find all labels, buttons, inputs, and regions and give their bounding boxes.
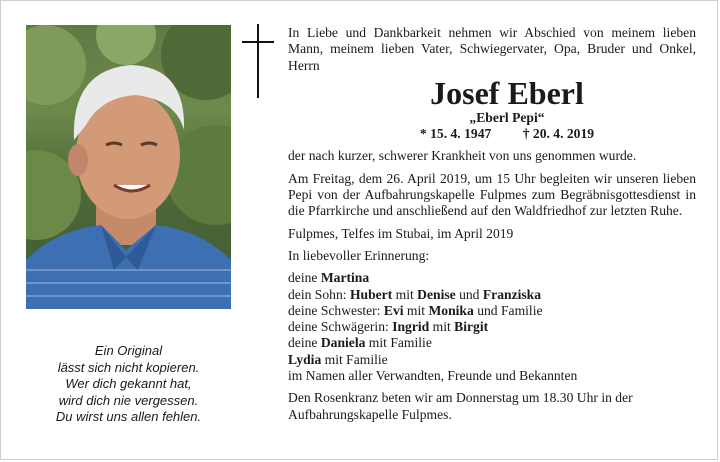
deceased-name: Josef Eberl xyxy=(430,74,584,111)
quote-line: Du wirst uns allen fehlen. xyxy=(55,409,202,424)
mourner-line: deine Schwägerin: Ingrid mit Birgit xyxy=(288,319,489,335)
quote-line: Ein Original xyxy=(94,343,163,358)
nickname: „Eberl Pepi“ xyxy=(469,109,545,125)
place-date: Fulpmes, Telfes im Stubai, im April 2019 xyxy=(288,225,514,241)
death-date: † 20. 4. 2019 xyxy=(522,126,595,142)
quote-line: wird dich nie vergessen. xyxy=(58,392,199,408)
mourner-line: deine Daniela mit Familie xyxy=(288,335,432,351)
quote-line: lässt sich nicht kopieren. xyxy=(57,359,200,375)
funeral-paragraph: Am Freitag, dem 26. April 2019, um 15 Uhr begleiten wir unseren lieben Pepi von der Aufbahrungskapelle Fulpmes zum Begräbnisgottesdienst in die Pfarrkirche und anschließend auf den Waldfriedhof zur letzten Ruhe. xyxy=(288,170,696,219)
cross-icon xyxy=(242,24,274,98)
portrait-photo xyxy=(26,25,231,309)
memorial-quote xyxy=(26,343,231,426)
obituary-text xyxy=(288,25,696,423)
quote-line: Wer dich gekannt hat, xyxy=(65,376,192,391)
birth-date: * 15. 4. 1947 xyxy=(419,126,492,142)
memory-intro: In liebevoller Erinnerung: xyxy=(288,247,430,263)
intro-paragraph: In Liebe und Dankbarkeit nehmen wir Abschied von meinem lieben Mann, meinem lieben Vater, Schwiegervater, Opa, Bruder und Onkel, Herrn xyxy=(288,25,696,73)
mourner-line: dein Sohn: Hubert mit Denise und Franziska xyxy=(288,286,542,302)
life-dates xyxy=(318,126,696,142)
mourner-line: deine Martina xyxy=(288,270,370,286)
mourner-line: deine Schwester: Evi mit Monika und Familie xyxy=(288,302,543,318)
passing-line: der nach kurzer, schwerer Krankheit von uns genommen wurde. xyxy=(288,148,637,164)
mourner-line: Lydia mit Familie xyxy=(288,351,388,367)
mourner-line: im Namen aller Verwandten, Freunde und Bekannten xyxy=(288,368,578,384)
rosary-paragraph: Den Rosenkranz beten wir am Donnerstag um 18.30 Uhr in der Aufbahrungskapelle Fulpmes. xyxy=(288,390,633,422)
